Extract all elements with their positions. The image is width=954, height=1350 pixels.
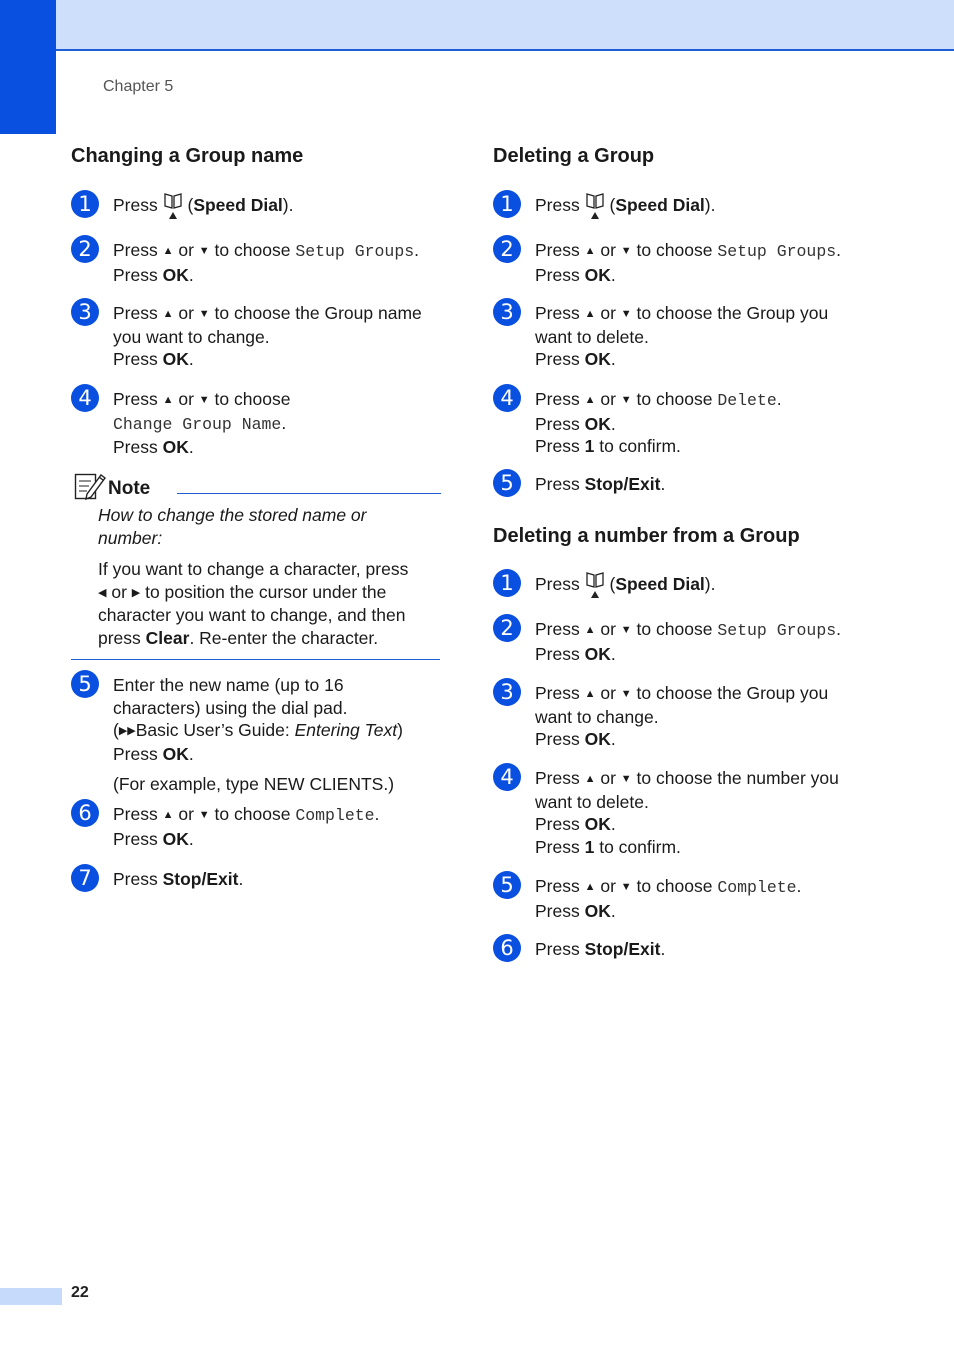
speed-dial-book-icon bbox=[585, 197, 605, 219]
page-number: 22 bbox=[71, 1284, 89, 1301]
step-number: 6 bbox=[71, 799, 99, 827]
step-text: Press ▲ or ▼ to choose Delete. Press OK. Press 1 to confirm. bbox=[535, 389, 782, 456]
speed-dial-book-icon bbox=[163, 197, 183, 219]
down-arrow-icon: ▼ bbox=[198, 809, 210, 821]
step-number: 5 bbox=[493, 469, 521, 497]
up-arrow-icon: ▲ bbox=[584, 624, 596, 636]
up-arrow-icon: ▲ bbox=[584, 688, 596, 700]
up-arrow-icon: ▲ bbox=[584, 881, 596, 893]
step-text: Press ▲ or ▼ to choose the Group you want to delete. Press OK. bbox=[535, 303, 829, 369]
step-text: Press (Speed Dial). bbox=[535, 573, 867, 598]
step-number: 4 bbox=[493, 763, 521, 791]
step-number: 3 bbox=[71, 298, 99, 326]
step-number: 4 bbox=[493, 384, 521, 412]
note-body bbox=[98, 504, 443, 649]
note-divider bbox=[177, 493, 441, 494]
step-text: Enter the new name (up to 16 characters) using the dial pad. (▶▶Basic User’s Guide: Entering Text) Press OK. (For example, type NEW CLIENTS.) bbox=[113, 675, 403, 794]
up-arrow-icon: ▲ bbox=[584, 773, 596, 785]
down-arrow-icon: ▼ bbox=[198, 245, 210, 257]
step-text: Press Stop/Exit. bbox=[535, 474, 666, 494]
step-number: 2 bbox=[493, 235, 521, 263]
chapter-tab bbox=[0, 0, 56, 134]
chapter-label: Chapter 5 bbox=[103, 78, 174, 95]
note-pencil-icon bbox=[74, 471, 106, 501]
up-arrow-icon: ▲ bbox=[162, 394, 174, 406]
down-arrow-icon: ▼ bbox=[620, 308, 632, 320]
page-number-bar bbox=[0, 1288, 62, 1305]
step-text: Press (Speed Dial). bbox=[535, 194, 867, 219]
step-text: Press ▲ or ▼ to choose the Group name you want to change. Press OK. bbox=[113, 303, 422, 369]
step-text: Press ▲ or ▼ to choose Complete. Press OK. bbox=[113, 804, 380, 849]
step-text: Press ▲ or ▼ to choose Complete. Press OK. bbox=[535, 876, 802, 921]
up-arrow-icon: ▲ bbox=[584, 245, 596, 257]
step-text: Press ▲ or ▼ to choose Setup Groups. Press OK. bbox=[535, 240, 842, 285]
step-number: 3 bbox=[493, 298, 521, 326]
down-arrow-icon: ▼ bbox=[620, 688, 632, 700]
step-text: Press ▲ or ▼ to choose the Group you want to change. Press OK. bbox=[535, 683, 829, 749]
step-number: 6 bbox=[493, 934, 521, 962]
down-arrow-icon: ▼ bbox=[620, 245, 632, 257]
step-number: 5 bbox=[71, 670, 99, 698]
header-band bbox=[0, 0, 954, 51]
step-number: 1 bbox=[493, 190, 521, 218]
step-number: 1 bbox=[71, 190, 99, 218]
step-number: 5 bbox=[493, 871, 521, 899]
up-arrow-icon: ▲ bbox=[584, 394, 596, 406]
note-title: Note bbox=[108, 478, 151, 499]
step-text: Press ▲ or ▼ to choose Setup Groups. Press OK. bbox=[113, 240, 420, 285]
note-header bbox=[71, 471, 443, 503]
section-title-deleting-group: Deleting a Group bbox=[493, 145, 655, 167]
up-arrow-icon: ▲ bbox=[162, 308, 174, 320]
step-text: Press ▲ or ▼ to choose Change Group Name. Press OK. bbox=[113, 389, 291, 457]
note-paragraph: If you want to change a character, press ◀ or ▶ to position the cursor under the character you want to change, and then press Clear. Re-enter the character. bbox=[98, 559, 409, 648]
up-arrow-icon: ▲ bbox=[162, 809, 174, 821]
note-bottom-divider bbox=[71, 659, 440, 660]
step-number: 3 bbox=[493, 678, 521, 706]
step-text: Press (Speed Dial). bbox=[113, 194, 445, 219]
speed-dial-book-icon bbox=[585, 576, 605, 598]
down-arrow-icon: ▼ bbox=[198, 308, 210, 320]
up-arrow-icon: ▲ bbox=[584, 308, 596, 320]
up-arrow-icon: ▲ bbox=[162, 245, 174, 257]
right-arrow-icon: ▶ bbox=[131, 586, 141, 599]
step-number: 2 bbox=[71, 235, 99, 263]
down-arrow-icon: ▼ bbox=[620, 773, 632, 785]
down-arrow-icon: ▼ bbox=[620, 881, 632, 893]
step-text: Press Stop/Exit. bbox=[113, 869, 244, 889]
step-number: 2 bbox=[493, 614, 521, 642]
down-arrow-icon: ▼ bbox=[620, 394, 632, 406]
left-arrow-icon: ◀ bbox=[98, 586, 107, 599]
step-number: 4 bbox=[71, 384, 99, 412]
step-text: Press ▲ or ▼ to choose the number you want to delete. Press OK. Press 1 to confirm. bbox=[535, 768, 839, 857]
section-title-changing-group-name: Changing a Group name bbox=[71, 145, 304, 167]
step-number: 7 bbox=[71, 864, 99, 892]
down-arrow-icon: ▼ bbox=[620, 624, 632, 636]
double-arrow-icon: ▶▶ bbox=[118, 725, 136, 737]
step-number: 1 bbox=[493, 569, 521, 597]
step-text: Press ▲ or ▼ to choose Setup Groups. Press OK. bbox=[535, 619, 842, 664]
step-text: Press Stop/Exit. bbox=[535, 939, 666, 959]
note-italic: How to change the stored name or number: bbox=[98, 505, 367, 548]
section-title-deleting-number: Deleting a number from a Group bbox=[493, 525, 800, 547]
down-arrow-icon: ▼ bbox=[198, 394, 210, 406]
